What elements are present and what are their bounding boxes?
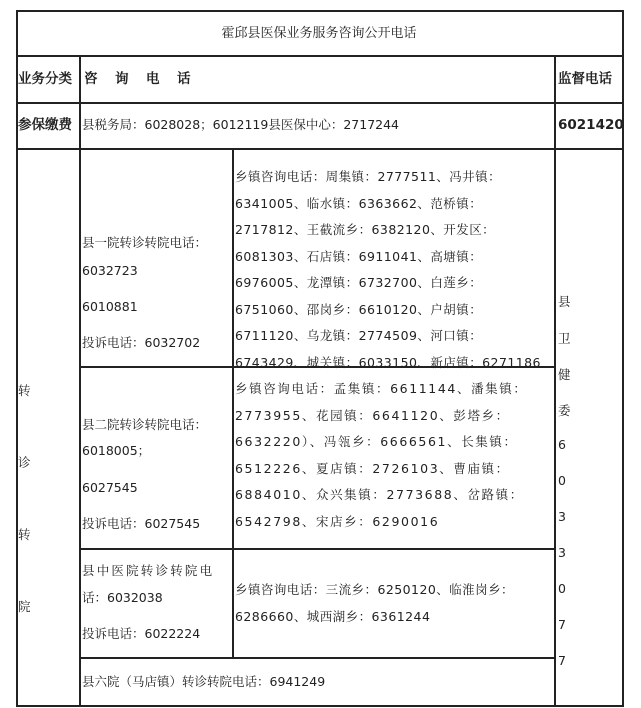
hospital-tcm-town-phones: 乡镇咨询电话：三流乡：6250120、临淮岗乡：6286660、城西湖乡：6361244 — [235, 582, 514, 624]
table-rule — [80, 657, 556, 659]
supervision-char: 6 — [558, 437, 566, 452]
supervision-char: 7 — [558, 617, 566, 632]
insurance-supervision-phone: 6021420 — [558, 117, 624, 133]
header-category: 业务分类 — [18, 71, 72, 87]
table-rule — [554, 55, 556, 707]
supervision-char: 委 — [558, 403, 571, 418]
hospital-2-phone-extra: 6027545 — [82, 480, 138, 495]
table-rule — [232, 148, 234, 659]
table-rule — [79, 55, 81, 707]
table-border-bottom — [16, 705, 624, 707]
category-insurance-payment: 参保缴费 — [18, 117, 72, 133]
hospital-2-phone: 6018005； — [82, 443, 151, 458]
supervision-char: 县 — [558, 294, 571, 309]
table-border-right — [622, 10, 624, 707]
hospital-1-phone-extra: 6010881 — [82, 299, 138, 314]
hospital-6-phone: 县六院（马店镇）转诊转院电话：6941249 — [82, 674, 326, 689]
hospital-tcm-name: 县中医院转诊转院电 — [82, 563, 215, 578]
supervision-char: 0 — [558, 473, 566, 488]
supervision-char: 健 — [558, 367, 571, 382]
category-transfer-char: 院 — [18, 599, 31, 614]
supervision-char: 0 — [558, 581, 566, 596]
table-rule — [80, 548, 556, 550]
header-phone: 咨 询 电 话 — [84, 71, 193, 87]
table-rule — [16, 102, 624, 104]
hospital-tcm-phone: 话：6032038 — [82, 590, 163, 605]
table-title: 霍邱县医保业务服务咨询公开电话 — [221, 26, 417, 41]
header-supervision: 监督电话 — [558, 71, 612, 87]
hospital-2-complaint-phone: 投诉电话：6027545 — [82, 516, 201, 531]
category-transfer-char: 转 — [18, 383, 31, 398]
hospital-tcm-complaint-phone: 投诉电话：6022224 — [82, 626, 201, 641]
table-rule — [16, 148, 624, 150]
table-rule — [16, 55, 624, 57]
hospital-2-town-phones: 乡镇咨询电话：孟集镇：6611144、潘集镇：2773955、花园镇：6641120、彭塔乡：6632220）、冯瓴乡：6666561、长集镇：6512226、夏店镇：2726103、曹庙镇：6884010、众兴集镇：2773688、岔路镇：6542798、宋店乡：6290016 — [235, 381, 528, 529]
supervision-char: 3 — [558, 545, 566, 560]
supervision-char: 卫 — [558, 331, 571, 346]
supervision-char: 3 — [558, 509, 566, 524]
hospital-2-name: 县二院转诊转院电话： — [82, 417, 208, 432]
hospital-1-phone: 6032723 — [82, 263, 138, 278]
hospital-1-town-phones: 乡镇咨询电话：周集镇：2777511、冯井镇：6341005、临水镇：6363662、范桥镇：2717812、王截流乡：6382120、开发区：6081303、石店镇：6911041、高塘镇：6976005、龙潭镇：6732700、白莲乡：6751060、邵岗乡：6610120、户胡镇：6711120、乌龙镇：2774509、河口镇：6743429、城关镇：6033150、新店镇：6271186 — [235, 169, 541, 370]
category-transfer-char: 转 — [18, 527, 31, 542]
category-transfer-char: 诊 — [18, 455, 31, 470]
hospital-1-complaint-phone: 投诉电话：6032702 — [82, 335, 201, 350]
table-border-top — [16, 10, 624, 12]
supervision-char: 7 — [558, 653, 566, 668]
insurance-phone-numbers: 县税务局：6028028；6012119县医保中心：2717244 — [82, 117, 400, 132]
hospital-1-name: 县一院转诊转院电话： — [82, 235, 208, 250]
